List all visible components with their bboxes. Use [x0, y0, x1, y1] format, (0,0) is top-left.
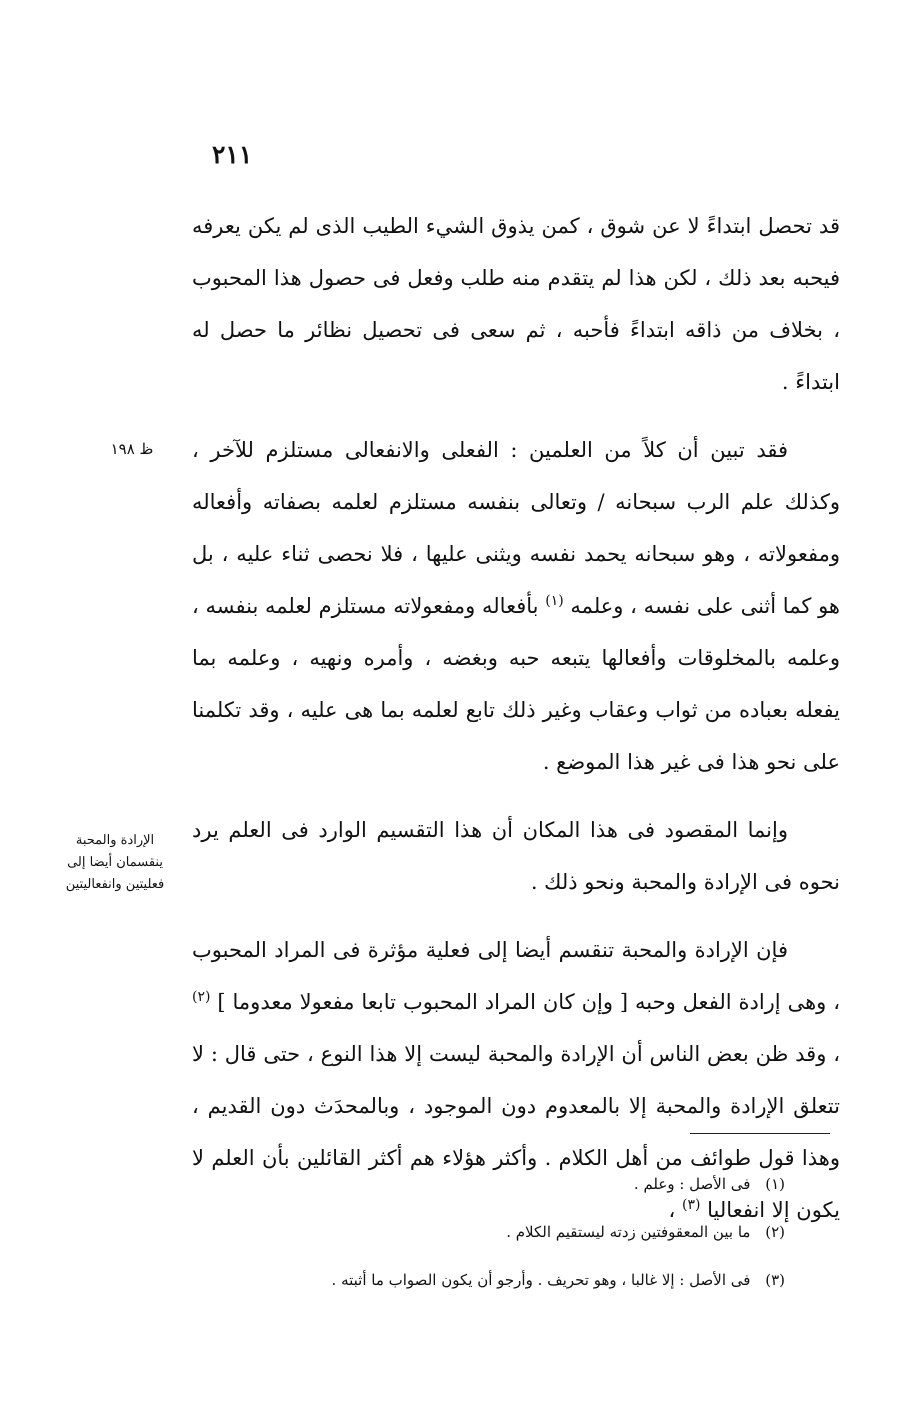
footnote-number: (١)	[765, 1175, 785, 1193]
footnote-text: فى الأصل : إلا غالبا ، وهو تحريف . وأرجو أن يكون الصواب ما أثبته .	[331, 1271, 751, 1289]
footnote-text: ما بين المعقوفتين زدته ليستقيم الكلام .	[506, 1223, 751, 1241]
footnote-text: فى الأصل : وعلم .	[633, 1175, 751, 1193]
paragraph-2	[192, 424, 840, 788]
footnote-ref-2: (٢)	[192, 989, 211, 1005]
footnote-number: (٣)	[765, 1271, 785, 1289]
footnote-3	[240, 1256, 785, 1304]
footnote-number: (٢)	[765, 1223, 785, 1241]
footnote-2	[240, 1208, 785, 1256]
footnote-ref-1: (١)	[545, 593, 564, 609]
footnote-1	[240, 1160, 785, 1208]
paragraph-2-text-a: فقد تبين أن كلاً من العلمين : الفعلى والانفعالى مستلزم للآخر ، وكذلك علم الرب سبحانه / وتعالى بنفسه مستلزم لعلمه بصفاته وأفعاله ومفعولاته ، وهو سبحانه يحمد نفسه ويثنى عليها ، فلا نحصى ثناء عليه ، بل هو كما أثنى على نفسه ، وعلمه	[192, 438, 840, 618]
paragraph-4-text-a: فإن الإرادة والمحبة تنقسم أيضا إلى فعلية مؤثرة فى المراد المحبوب ، وهى إرادة الفعل وحبه [ وإن كان المراد المحبوب تابعا مفعولا معدوما ]	[192, 938, 840, 1014]
main-text	[192, 200, 840, 1236]
paragraph-4-text-c: ،	[668, 1198, 676, 1222]
manuscript-page-reference: ظ ١٩٨	[110, 440, 154, 458]
paragraph-1: قد تحصل ابتداءً لا عن شوق ، كمن يذوق الشيء الطيب الذى لم يكن يعرفه فيحبه بعد ذلك ، لكن هذا لم يتقدم منه طلب وفعل فى حصول هذا المحبوب ، بخلاف من ذاقه ابتداءً فأحبه ، ثم سعى فى تحصيل نظائر ما حصل له ابتداءً .	[192, 214, 840, 394]
footnote-separator	[690, 1133, 830, 1134]
paragraph-2-text-b: بأفعاله ومفعولاته مستلزم لعلمه بنفسه ، وعلمه بالمخلوقات وأفعالها يتبعه حبه وبغضه ، وأمره ونهيه ، وعلمه بما يفعله بعباده من ثواب وعقاب وغير ذلك تابع لعلمه بما هى عليه ، وقد تكلمنا على نحو هذا فى غير هذا الموضع .	[192, 594, 840, 774]
footnotes	[240, 1160, 785, 1304]
footnote-ref-3: (٣)	[682, 1197, 701, 1213]
margin-topic-note: الإرادة والمحبة ينقسمان أيضا إلى فعليتين وانفعاليتين	[65, 833, 165, 892]
page-number: ٢١١	[212, 140, 253, 169]
paragraph-4-text-b: ، وقد ظن بعض الناس أن الإرادة والمحبة ليست إلا هذا النوع ، حتى قال : لا تتعلق الإرادة والمحبة إلا بالمعدوم دون الموجود ، وبالمحدَث دون القديم ، وهذا قول طوائف من أهل الكلام . وأكثر هؤلاء هم أكثر القائلين بأن العلم لا يكون إلا انفعاليا	[192, 1042, 840, 1222]
paragraph-3: وإنما المقصود فى هذا المكان أن هذا التقسيم الوارد فى العلم يرد نحوه فى الإرادة والمحبة ونحو ذلك .	[192, 818, 840, 894]
